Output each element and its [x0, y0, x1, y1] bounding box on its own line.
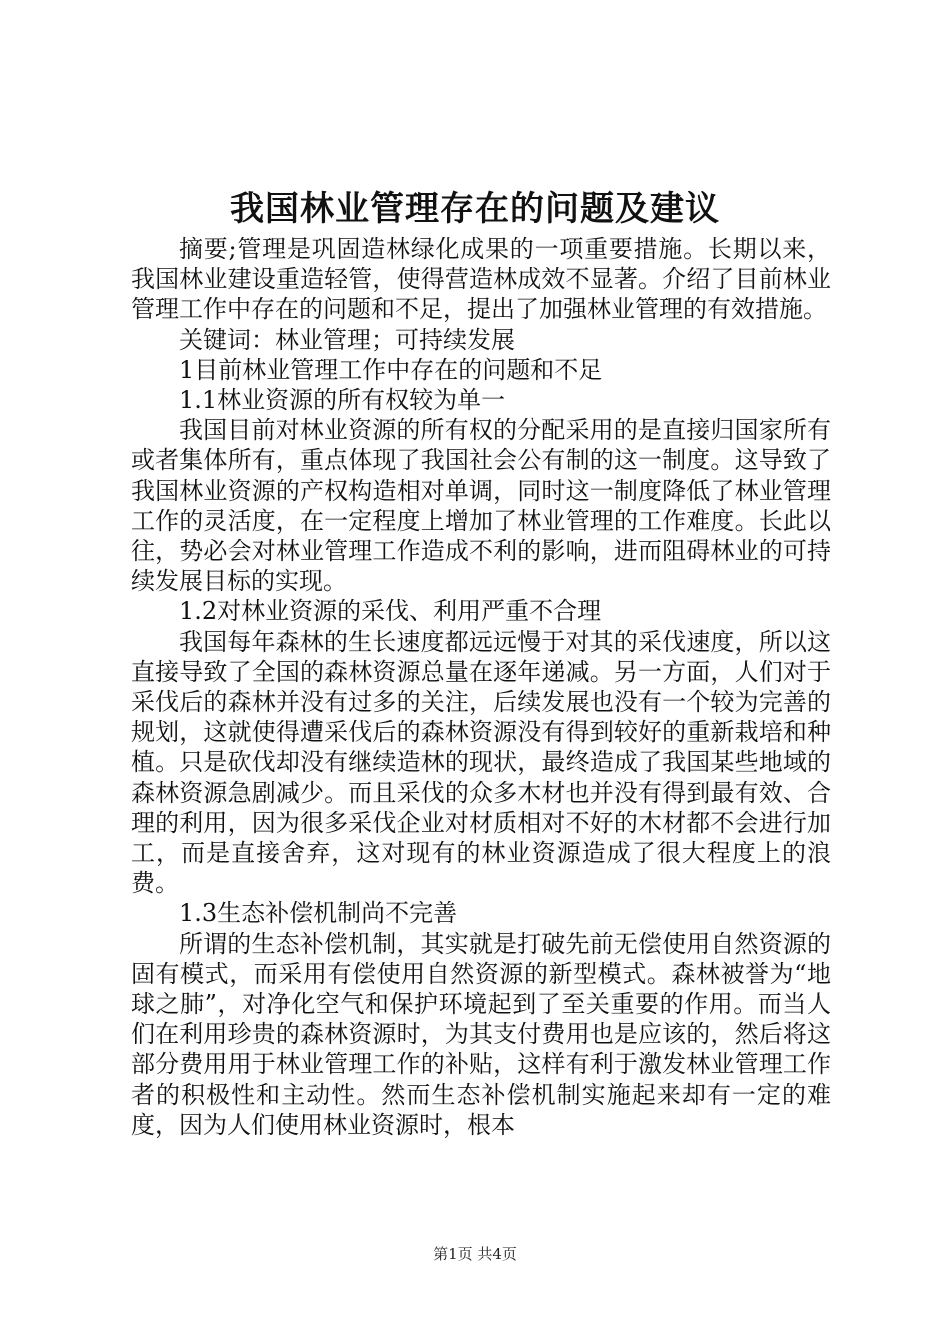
page-footer: 第1页 共4页 [433, 1245, 517, 1263]
abstract-paragraph: 摘要;管理是巩固造林绿化成果的一项重要措施。长期以来，我国林业建设重造轻管，使得营造林成效不显著。介绍了目前林业管理工作中存在的问题和不足，提出了加强林业管理的有效措施。 [131, 235, 831, 324]
document-body [131, 234, 831, 1140]
section-heading-1: 1目前林业管理工作中存在的问题和不足 [179, 355, 603, 384]
document-title: 我国林业管理存在的问题及建议 [230, 189, 720, 229]
subsection-heading-1-1: 1.1林业资源的所有权较为单一 [179, 386, 506, 415]
body-paragraph-1-2: 我国每年森林的生长速度都远远慢于对其的采伐速度，所以这直接导致了全国的森林资源总量在逐年递减。另一方面，人们对于采伐后的森林并没有过多的关注，后续发展也没有一个较为完善的规划，这就使得遭采伐后的森林资源没有得到较好的重新栽培和种植。只是砍伐却没有继续造林的现状，最终造成了我国某些地域的森林资源急剧减少。而且采伐的众多木材也并没有得到最有效、合理的利用，因为很多采伐企业对材质相对不好的木材都不会进行加工，而是直接舍弃，这对现有的林业资源造成了很大程度上的浪费。 [131, 627, 831, 898]
keywords-line: 关键词：林业管理；可持续发展 [179, 325, 515, 354]
subsection-heading-1-3: 1.3生态补偿机制尚不完善 [179, 899, 458, 928]
body-paragraph-1-1: 我国目前对林业资源的所有权的分配采用的是直接归国家所有或者集体所有，重点体现了我国社会公有制的这一制度。这导致了我国林业资源的产权构造相对单调，同时这一制度降低了林业管理工作的灵活度，在一定程度上增加了林业管理的工作难度。长此以往，势必会对林业管理工作造成不利的影响，进而阻碍林业的可持续发展目标的实现。 [131, 416, 831, 596]
body-paragraph-1-3: 所谓的生态补偿机制，其实就是打破先前无偿使用自然资源的固有模式，而采用有偿使用自然资源的新型模式。森林被誉为“地球之肺”，对净化空气和保护环境起到了至关重要的作用。而当人们在利用珍贵的森林资源时，为其支付费用也是应该的，然后将这部分费用用于林业管理工作的补贴，这样有利于激发林业管理工作者的积极性和主动性。然而生态补偿机制实施起来却有一定的难度，因为人们使用林业资源时，根本 [131, 929, 831, 1139]
subsection-heading-1-2: 1.2对林业资源的采伐、利用严重不合理 [179, 597, 602, 626]
